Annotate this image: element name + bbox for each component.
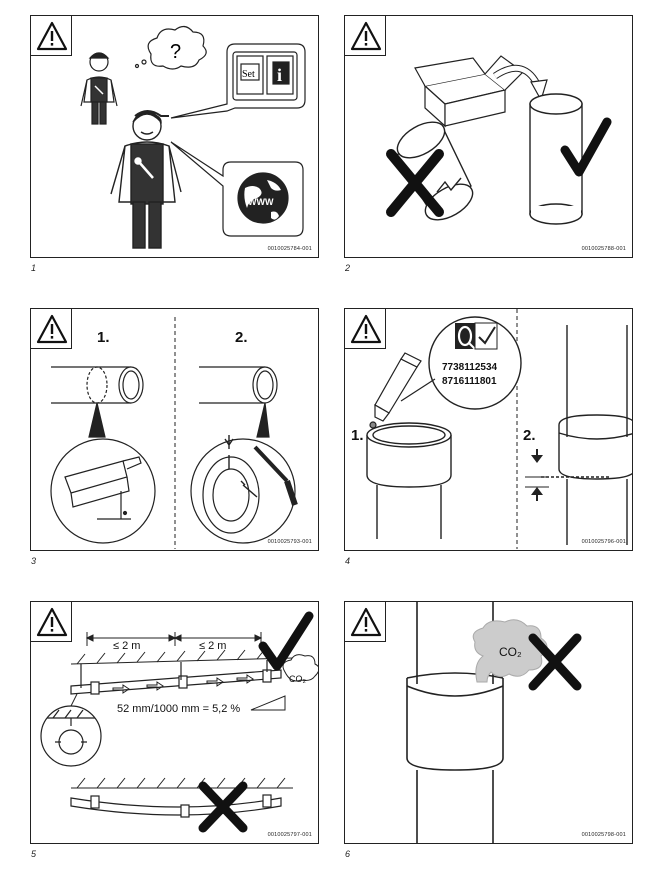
illustration-technician-info xyxy=(31,16,319,258)
figure-number: 2 xyxy=(345,263,351,273)
warning-triangle-icon xyxy=(345,309,387,350)
panel-5 xyxy=(30,601,319,844)
slope-label: 52 mm/1000 mm = 5,2 % xyxy=(117,703,241,715)
warning-box xyxy=(344,308,386,349)
figure-number: 1 xyxy=(31,263,37,273)
panel-4 xyxy=(344,308,633,551)
image-code: 0010025784-001 xyxy=(267,246,312,252)
ceiling-hatch xyxy=(71,778,293,788)
warning-box xyxy=(344,15,386,56)
step-1-label: 1. xyxy=(97,329,110,346)
illustration-slope-support xyxy=(31,602,319,844)
part-number-1: 7738112534 xyxy=(442,362,498,373)
step-2-label: 2. xyxy=(235,329,248,346)
info-icon: i xyxy=(277,65,283,85)
question-mark: ? xyxy=(170,41,182,63)
figure-number: 5 xyxy=(31,849,37,859)
warning-triangle-icon xyxy=(31,309,73,350)
www-label: WWW xyxy=(248,197,274,207)
step-2-label: 2. xyxy=(523,427,536,444)
pipe-socket-icon xyxy=(367,423,451,539)
panel-1 xyxy=(30,15,319,258)
warning-box xyxy=(30,15,72,56)
warning-triangle-icon xyxy=(31,16,73,57)
sagging-pipe xyxy=(71,795,281,817)
warning-triangle-icon xyxy=(345,602,387,643)
distance-label-2: ≤ 2 m xyxy=(199,640,227,652)
pipe-icon xyxy=(191,367,295,543)
warning-box xyxy=(344,601,386,642)
image-code: 0010025788-001 xyxy=(581,246,626,252)
co2-label: CO₂ xyxy=(289,674,306,684)
warning-box xyxy=(30,308,72,349)
web-bubble xyxy=(171,142,303,236)
illustration-leak xyxy=(345,602,633,844)
pipe-joint-icon xyxy=(541,325,633,545)
illustration-packaging xyxy=(345,16,633,258)
image-code: 0010025798-001 xyxy=(581,832,626,838)
figure-number: 4 xyxy=(345,556,351,566)
image-code: 0010025796-001 xyxy=(581,539,626,545)
pipe-icon xyxy=(51,367,155,543)
small-technician-icon xyxy=(81,53,117,124)
insertion-depth-arrows-icon xyxy=(525,449,549,501)
warning-triangle-icon xyxy=(345,16,387,57)
quality-seal-icon xyxy=(455,323,497,349)
panel-2 xyxy=(344,15,633,258)
panel-3 xyxy=(30,308,319,551)
part-number-2: 8716111801 xyxy=(442,376,497,387)
set-label: Set xyxy=(242,69,255,80)
illustration-lubricating xyxy=(345,309,633,551)
technician-icon xyxy=(111,111,181,248)
warning-triangle-icon xyxy=(31,602,73,643)
warning-box xyxy=(30,601,72,642)
lubricant-tube-icon xyxy=(370,353,421,428)
co2-label: CO₂ xyxy=(499,645,522,659)
image-code: 0010025797-001 xyxy=(267,832,312,838)
image-code: 0010025793-001 xyxy=(267,539,312,545)
figure-number: 6 xyxy=(345,849,351,859)
figure-number: 3 xyxy=(31,556,37,566)
pipe-clamp-detail xyxy=(41,706,101,766)
ceiling-hatch xyxy=(71,649,293,664)
step-1-label: 1. xyxy=(351,427,364,444)
illustration-cutting xyxy=(31,309,319,551)
panel-6 xyxy=(344,601,633,844)
distance-label-1: ≤ 2 m xyxy=(113,640,141,652)
